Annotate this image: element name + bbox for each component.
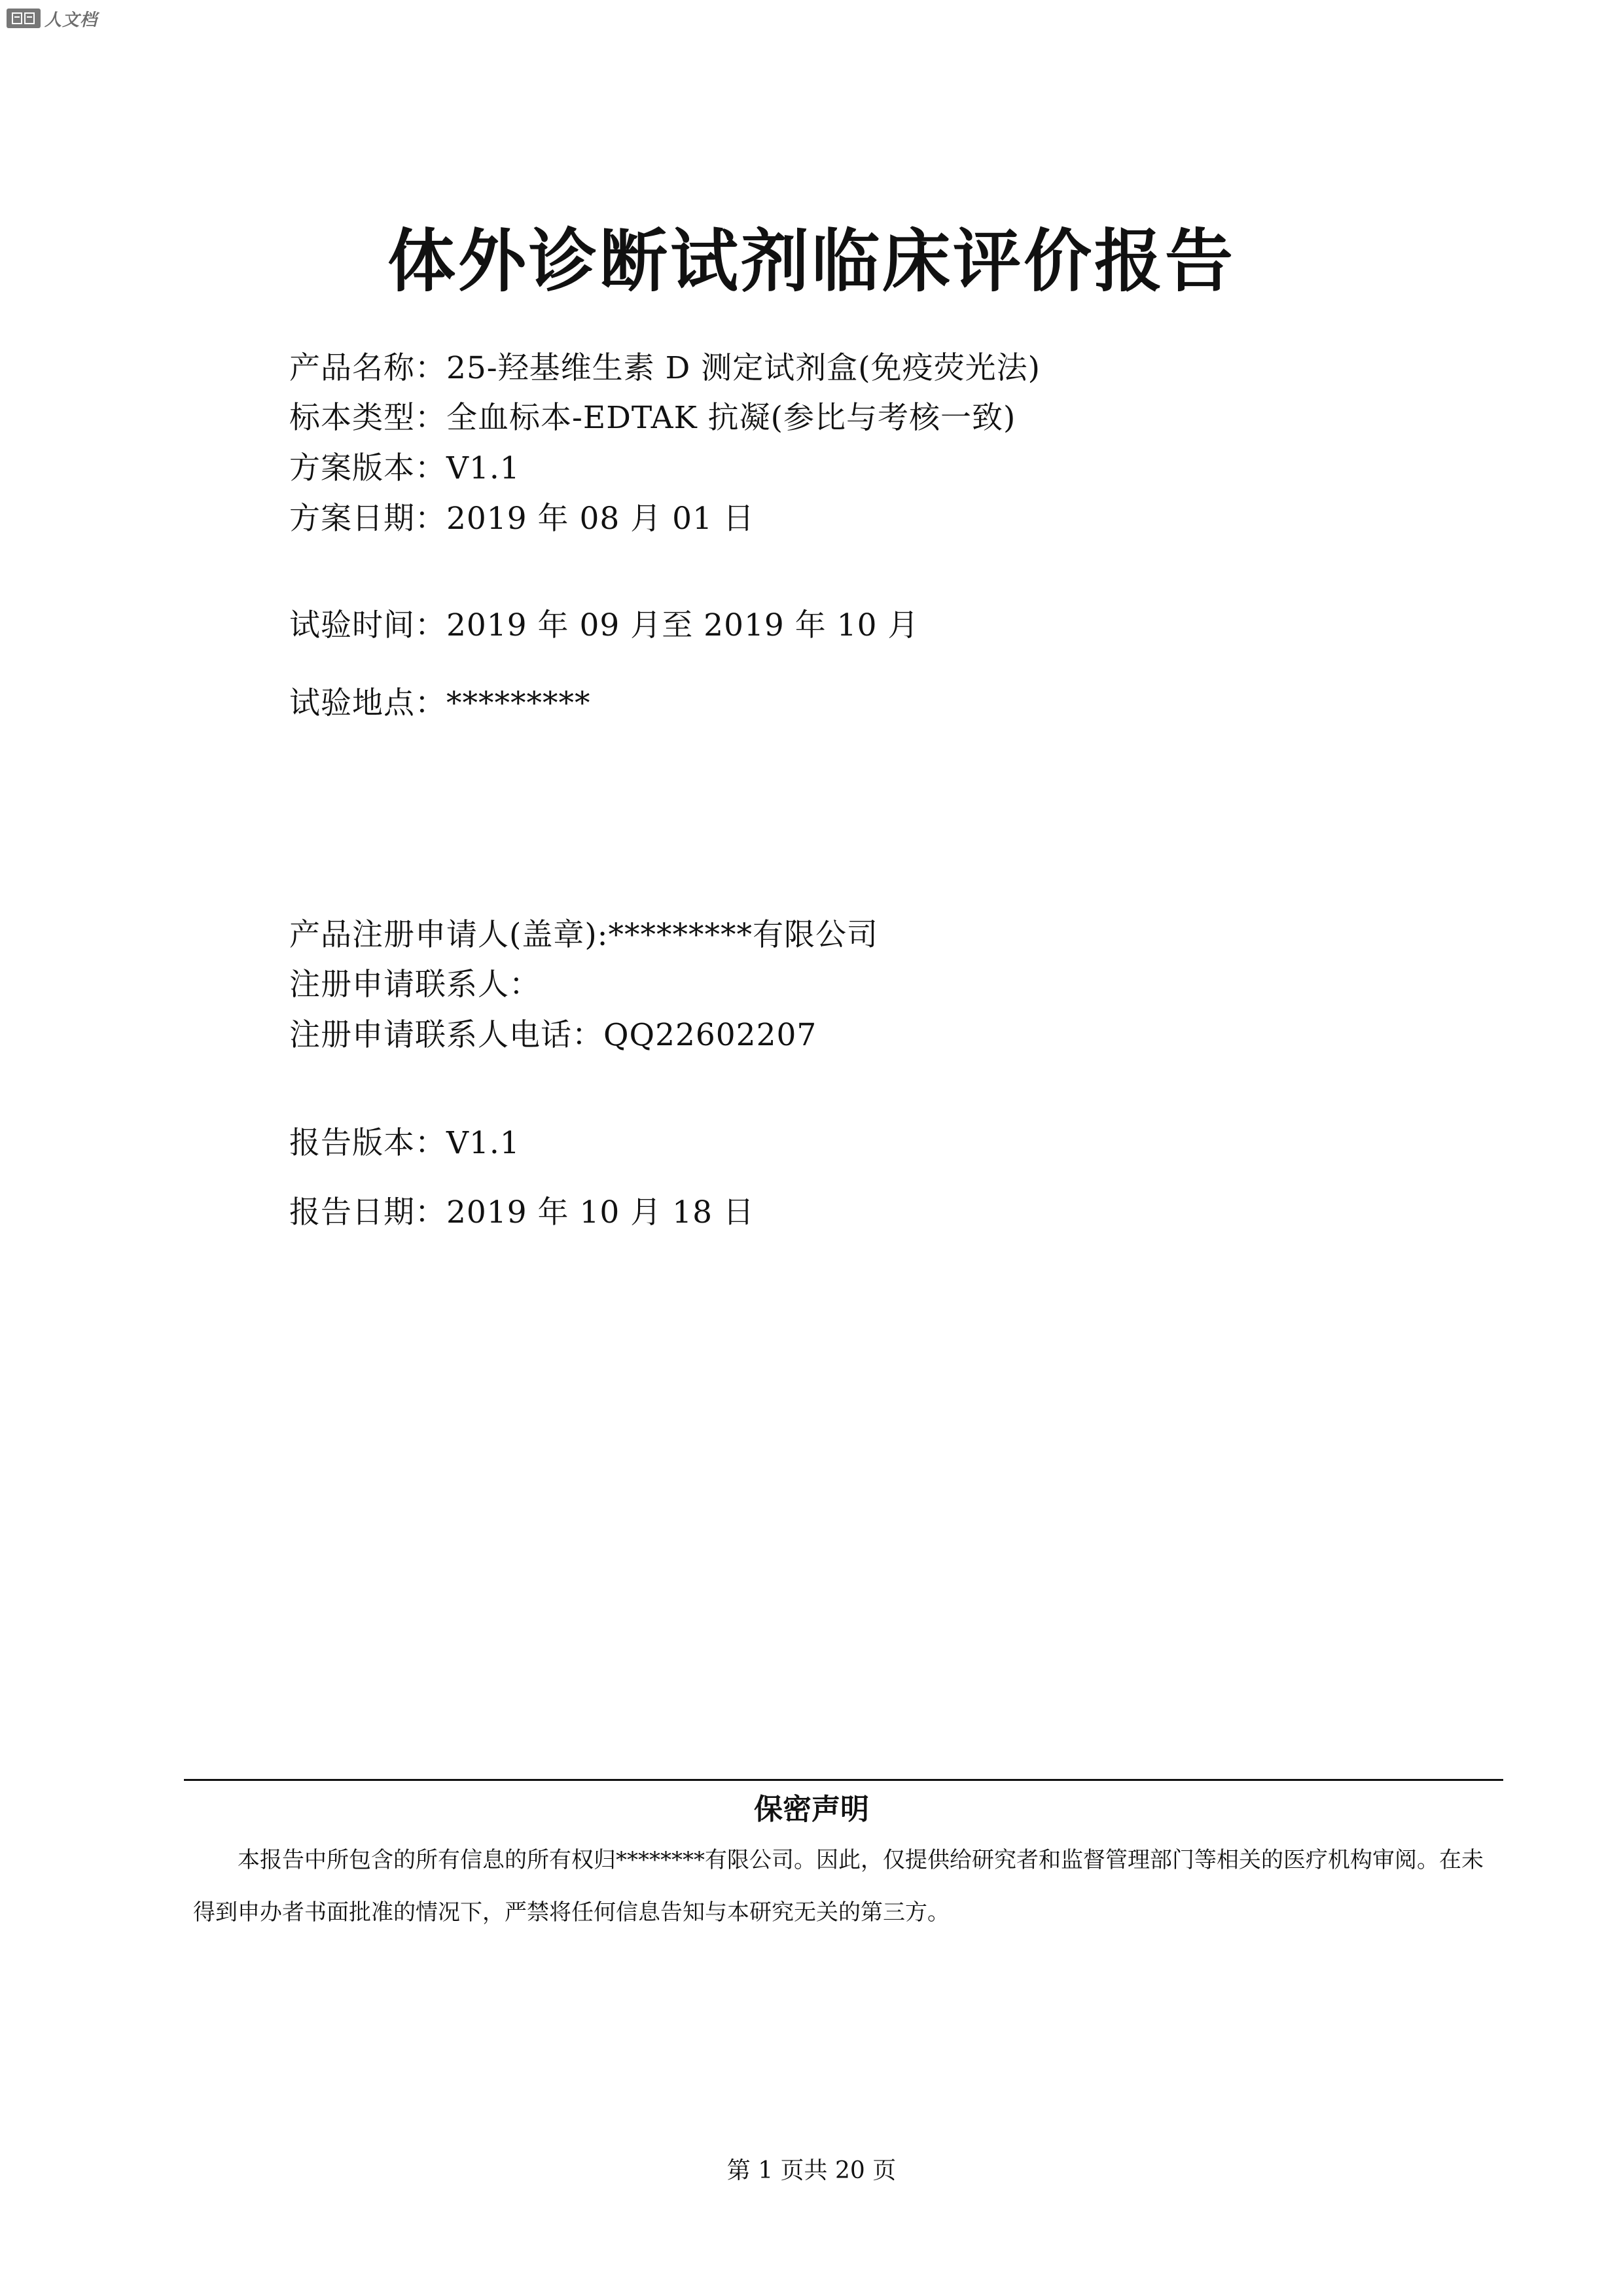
report-version: 报告版本：V1.1: [289, 1125, 520, 1161]
applicant-name: 产品注册申请人(盖章):*********有限公司: [289, 917, 879, 953]
divider: [184, 1779, 1503, 1781]
report-date: 报告日期：2019 年 10 月 18 日: [289, 1194, 755, 1230]
protocol-date: 方案日期：2019 年 08 月 01 日: [289, 501, 755, 537]
trial-site: 试验地点：*********: [289, 685, 591, 721]
logo-icon: [7, 9, 41, 28]
document-title: 体外诊断试剂临床评价报告: [387, 221, 1236, 301]
applicant-phone: 注册申请联系人电话：QQ22602207: [289, 1017, 817, 1053]
confidentiality-body: 本报告中所包含的所有信息的所有权归********有限公司。因此，仅提供给研究者和监督管理部门等相关的医疗机构审阅。在未得到申办者书面批准的情况下，严禁将任何信息告知与本研究无关的第三方。: [193, 1847, 1484, 1926]
trial-period: 试验时间：2019 年 09 月至 2019 年 10 月: [289, 607, 919, 643]
applicant-contact: 注册申请联系人：: [289, 967, 541, 1003]
protocol-version: 方案版本：V1.1: [289, 450, 520, 486]
page-number: 第 1 页共 20 页: [726, 2157, 897, 2184]
watermark: [7, 5, 98, 31]
confidentiality-heading: 保密声明: [754, 1793, 869, 1826]
sample-type: 标本类型：全血标本-EDTAK 抗凝(参比与考核一致): [289, 400, 1016, 436]
watermark-text: 人文档: [45, 10, 98, 30]
product-name: 产品名称：25-羟基维生素 D 测定试剂盒(免疫荧光法): [289, 350, 1041, 386]
